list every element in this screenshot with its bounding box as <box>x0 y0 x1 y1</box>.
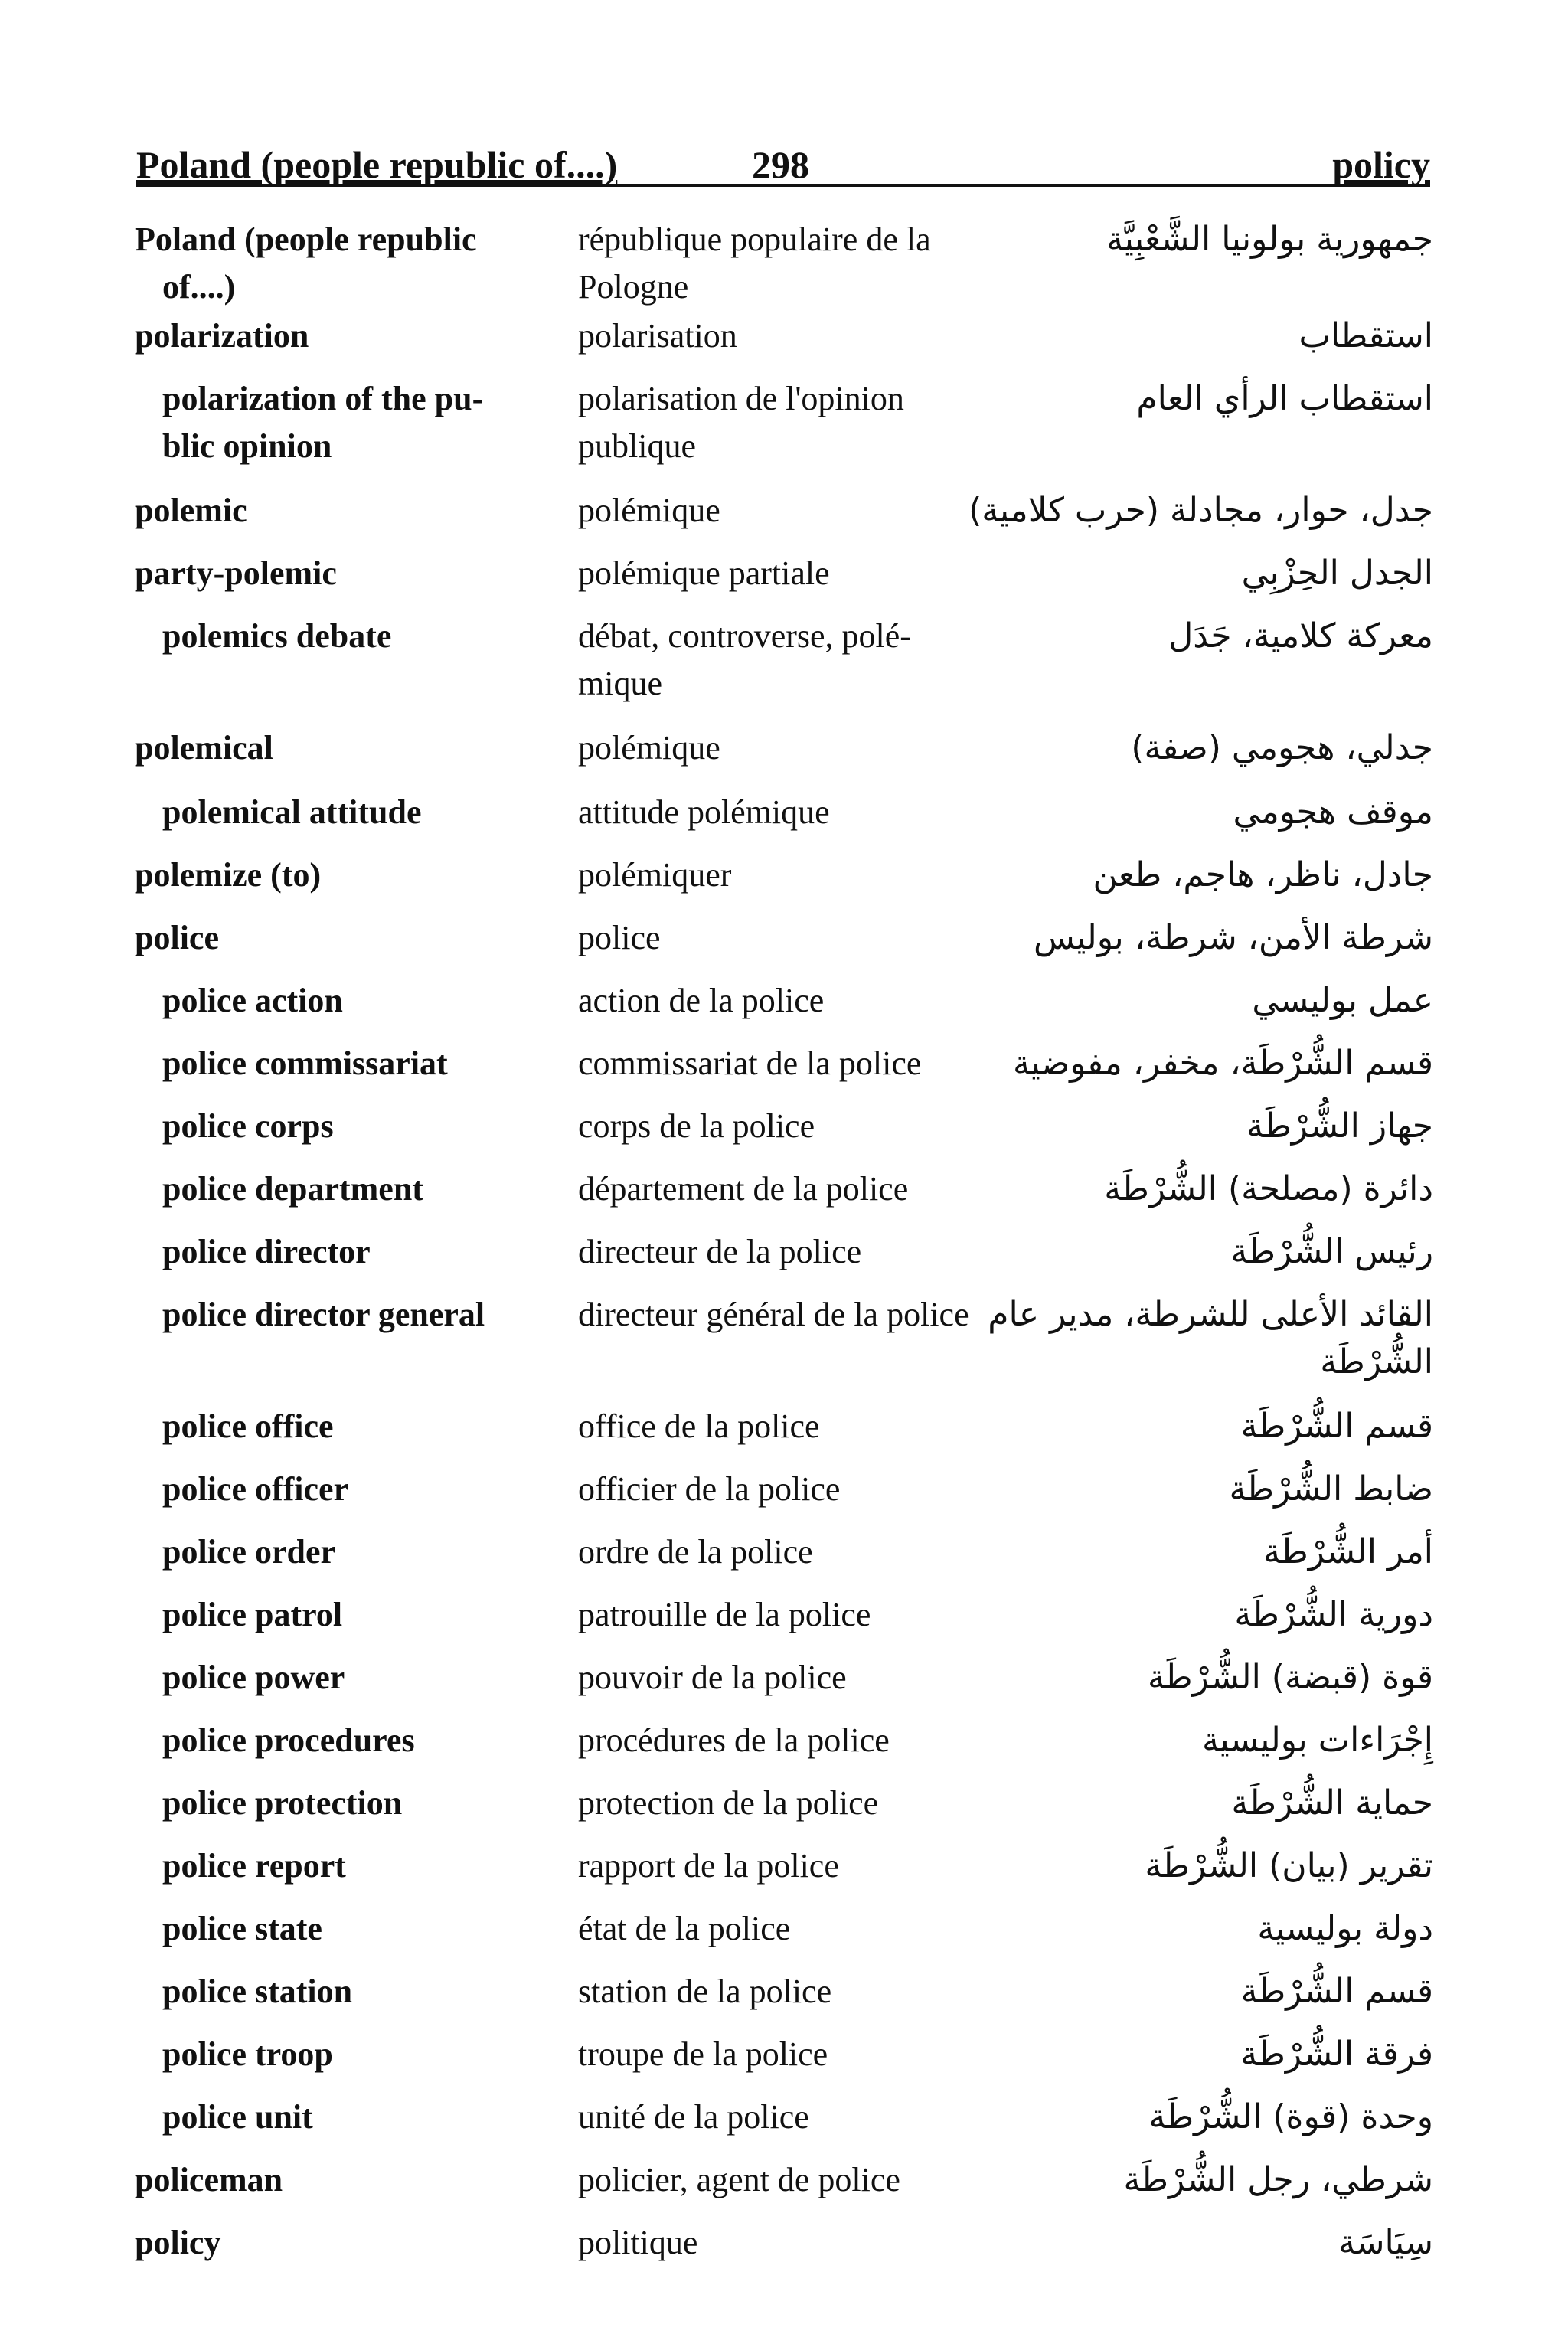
english-term: police procedures <box>162 1721 415 1759</box>
english-term: police state <box>162 1910 322 1947</box>
arabic-term: دولة بوليسية <box>1257 1909 1433 1948</box>
arabic-term: إِجْرَاءات بوليسية <box>1201 1721 1433 1760</box>
french-term: Pologne <box>578 268 689 306</box>
arabic-term: قسم الشُّرْطَة <box>1240 1972 1433 2011</box>
english-term: police protection <box>162 1784 403 1822</box>
english-term: policy <box>135 2224 221 2261</box>
arabic-term: استقطاب الرأي العام <box>1136 379 1433 418</box>
french-term: station de la police <box>578 1973 832 2010</box>
arabic-term: الجدل الحِزْبِي <box>1241 554 1433 593</box>
english-term: party-polemic <box>135 554 337 592</box>
page-number: 298 <box>752 143 809 186</box>
french-term: rapport de la police <box>578 1847 839 1885</box>
english-term: police power <box>162 1659 345 1696</box>
french-term: polarisation <box>578 317 737 355</box>
english-term: polarization <box>135 317 309 355</box>
arabic-term: رئيس الشُّرْطَة <box>1230 1232 1433 1271</box>
english-term: police action <box>162 982 343 1019</box>
french-term: état de la police <box>578 1910 791 1947</box>
english-term: police department <box>162 1170 423 1208</box>
arabic-term: قسم الشُّرْطَة <box>1240 1407 1433 1446</box>
arabic-term: دورية الشُّرْطَة <box>1234 1595 1433 1634</box>
english-term: blic opinion <box>162 427 332 465</box>
english-term: police commissariat <box>162 1044 448 1082</box>
french-term: république populaire de la <box>578 221 931 258</box>
arabic-term: أمر الشُّرْطَة <box>1263 1532 1433 1571</box>
french-term: attitude polémique <box>578 793 830 831</box>
french-term: procédures de la police <box>578 1721 890 1759</box>
french-term: débat, controverse, polé- <box>578 617 911 655</box>
french-term: pouvoir de la police <box>578 1659 847 1696</box>
french-term: commissariat de la police <box>578 1044 922 1082</box>
french-term: unité de la police <box>578 2098 809 2136</box>
french-term: polarisation de l'opinion <box>578 380 904 417</box>
arabic-term: شرطة الأمن، شرطة، بوليس <box>1033 918 1433 957</box>
french-term: polémique partiale <box>578 554 830 592</box>
french-term: officier de la police <box>578 1470 841 1508</box>
arabic-term: شرطي، رجل الشُّرْطَة <box>1123 2160 1433 2199</box>
english-term: polemics debate <box>162 617 392 655</box>
arabic-term: القائد الأعلى للشرطة، مدير عام <box>988 1295 1433 1334</box>
french-term: protection de la police <box>578 1784 879 1822</box>
french-term: département de la police <box>578 1170 909 1208</box>
english-term: policeman <box>135 2161 283 2198</box>
english-term: of....) <box>162 268 236 306</box>
arabic-term: وحدة (قوة) الشُّرْطَة <box>1148 2097 1433 2136</box>
arabic-term: قوة (قبضة) الشُّرْطَة <box>1148 1658 1433 1697</box>
header-first-entry: Poland (people republic of....) <box>136 143 618 186</box>
english-term: polemize (to) <box>135 856 322 894</box>
english-term: police director general <box>162 1296 485 1333</box>
english-term: polemic <box>135 492 247 529</box>
english-term: Poland (people republic <box>135 221 477 258</box>
english-term: polarization of the pu- <box>162 380 484 417</box>
arabic-term: جدلي، هجومي (صفة) <box>1131 728 1433 767</box>
arabic-term: سِيَاسَة <box>1338 2223 1433 2262</box>
english-term: police station <box>162 1973 353 2010</box>
english-term: police <box>135 919 219 956</box>
french-term: polémiquer <box>578 856 732 894</box>
arabic-term: جهاز الشُّرْطَة <box>1246 1107 1433 1146</box>
header-last-entry: policy <box>1332 143 1430 186</box>
french-term: mique <box>578 665 662 702</box>
french-term: directeur de la police <box>578 1233 862 1270</box>
english-term: police director <box>162 1233 371 1270</box>
arabic-term: معركة كلامية، جَدَل <box>1168 616 1433 655</box>
french-term: action de la police <box>578 982 825 1019</box>
french-term: polémique <box>578 729 720 767</box>
french-term: ordre de la police <box>578 1533 813 1571</box>
arabic-term: جادل، ناظر، هاجم، طعن <box>1093 855 1433 894</box>
french-term: policier, agent de police <box>578 2161 900 2198</box>
arabic-term: جمهورية بولونيا الشَّعْبِيَّة <box>1106 220 1433 259</box>
english-term: police office <box>162 1407 334 1445</box>
english-term: police order <box>162 1533 336 1571</box>
english-term: polemical <box>135 729 273 767</box>
french-term: corps de la police <box>578 1107 815 1145</box>
english-term: polemical attitude <box>162 793 422 831</box>
english-term: police troop <box>162 2035 333 2073</box>
arabic-term: ضابط الشُّرْطَة <box>1229 1469 1433 1509</box>
french-term: polémique <box>578 492 720 529</box>
english-term: police officer <box>162 1470 349 1508</box>
french-term: troupe de la police <box>578 2035 828 2073</box>
french-term: directeur général de la police <box>578 1296 969 1333</box>
french-term: office de la police <box>578 1407 820 1445</box>
french-term: police <box>578 919 661 956</box>
arabic-term: جدل، حوار، مجادلة (حرب كلامية) <box>969 491 1433 530</box>
french-term: publique <box>578 427 696 465</box>
french-term: patrouille de la police <box>578 1596 871 1633</box>
arabic-term: عمل بوليسي <box>1252 981 1433 1020</box>
english-term: police patrol <box>162 1596 343 1633</box>
arabic-term: استقطاب <box>1298 316 1433 355</box>
english-term: police corps <box>162 1107 334 1145</box>
arabic-term: قسم الشُّرْطَة، مخفر، مفوضية <box>1013 1044 1433 1083</box>
french-term: politique <box>578 2224 698 2261</box>
english-term: police report <box>162 1847 346 1885</box>
arabic-term: فرقة الشُّرْطَة <box>1240 2035 1433 2074</box>
arabic-term: الشُّرْطَة <box>1320 1342 1433 1381</box>
arabic-term: حماية الشُّرْطَة <box>1231 1783 1433 1822</box>
arabic-term: دائرة (مصلحة) الشُّرْطَة <box>1104 1169 1433 1208</box>
english-term: police unit <box>162 2098 313 2136</box>
arabic-term: تقرير (بيان) الشُّرْطَة <box>1145 1846 1433 1885</box>
arabic-term: موقف هجومي <box>1233 793 1433 832</box>
